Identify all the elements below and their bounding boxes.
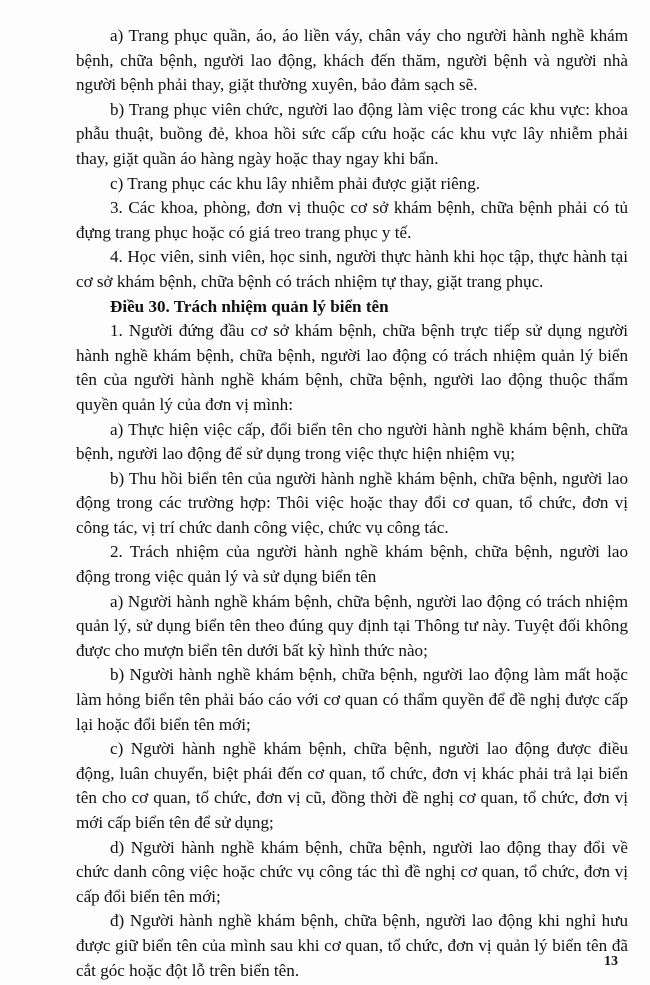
article-30-clause-2a: a) Người hành nghề khám bệnh, chữa bệnh, người lao động có trách nhiệm quản lý, sử dụng biển tên theo đúng quy định tại Thông tư này. Tuyệt đối không được cho mượn biển tên dưới bất kỳ hình thức nào;: [76, 591, 628, 660]
document-body: [76, 24, 628, 983]
article-30-clause-2: 2. Trách nhiệm của người hành nghề khám bệnh, chữa bệnh, người lao động trong việc quản lý và sử dụng biển tên: [76, 542, 628, 587]
paragraph-4: 4. Học viên, sinh viên, học sinh, người thực hành khi học tập, thực hành tại cơ sở khám bệnh, chữa bệnh có trách nhiệm tự thay, giặt trang phục.: [76, 247, 628, 291]
article-30-clause-2dd: đ) Người hành nghề khám bệnh, chữa bệnh, người lao động khi nghỉ hưu được giữ biển tên của mình sau khi cơ quan, tổ chức, đơn vị quản lý biển tên đã cắt góc hoặc đột lỗ trên biển tên.: [76, 911, 628, 980]
paragraph-1b: b) Trang phục viên chức, người lao động làm việc trong các khu vực: khoa phẫu thuật, buồng đẻ, khoa hồi sức cấp cứu hoặc các khu vực lây nhiễm phải thay, giặt quần áo hàng ngày hoặc thay ngay khi bẩn.: [76, 99, 628, 168]
article-30-clause-1: 1. Người đứng đầu cơ sở khám bệnh, chữa bệnh trực tiếp sử dụng người hành nghề khám bệnh, chữa bệnh, người lao động có trách nhiệm quản lý biển tên của người hành nghề khám bệnh, chữa bệnh, người lao động thuộc thẩm quyền quản lý của đơn vị mình:: [76, 321, 628, 414]
article-30-heading: Điều 30. Trách nhiệm quản lý biển tên: [110, 296, 389, 316]
paragraph-1a: a) Trang phục quần, áo, áo liền váy, chân váy cho người hành nghề khám bệnh, chữa bệnh, người lao động, khách đến thăm, người bệnh và người nhà người bệnh phải thay, giặt thường xuyên, bảo đảm sạch sẽ.: [76, 26, 628, 95]
page-number: 13: [604, 954, 618, 969]
article-30-clause-2d: d) Người hành nghề khám bệnh, chữa bệnh, người lao động thay đổi về chức danh công việc hoặc chức vụ công tác thì đề nghị cơ quan, tổ chức, đơn vị cấp đổi biển tên mới;: [76, 837, 628, 906]
paragraph-3: 3. Các khoa, phòng, đơn vị thuộc cơ sở khám bệnh, chữa bệnh phải có tủ đựng trang phục hoặc có giá treo trang phục y tế.: [76, 198, 628, 242]
article-30-clause-2c: c) Người hành nghề khám bệnh, chữa bệnh, người lao động được điều động, luân chuyển, biệt phái đến cơ quan, tổ chức, đơn vị khác phải trả lại biển tên cho cơ quan, tổ chức, đơn vị cũ, đồng thời đề nghị cơ quan, tổ chức, đơn vị mới cấp biển tên để sử dụng;: [76, 739, 628, 832]
paragraph-1c: c) Trang phục các khu lây nhiễm phải được giặt riêng.: [110, 173, 481, 193]
article-30-clause-1b: b) Thu hồi biển tên của người hành nghề khám bệnh, chữa bệnh, người lao động trong các trường hợp: Thôi việc hoặc thay đổi cơ quan, tổ chức, đơn vị công tác, vị trí chức danh công việc, chức vụ công tác.: [76, 468, 628, 537]
article-30-clause-1a: a) Thực hiện việc cấp, đổi biển tên cho người hành nghề khám bệnh, chữa bệnh, người lao động để sử dụng trong việc thực hiện nhiệm vụ;: [76, 419, 628, 464]
article-30-clause-2b: b) Người hành nghề khám bệnh, chữa bệnh, người lao động làm mất hoặc làm hỏng biển tên phải báo cáo với cơ quan có thẩm quyền để đề nghị được cấp lại hoặc đổi biển tên mới;: [76, 665, 628, 734]
